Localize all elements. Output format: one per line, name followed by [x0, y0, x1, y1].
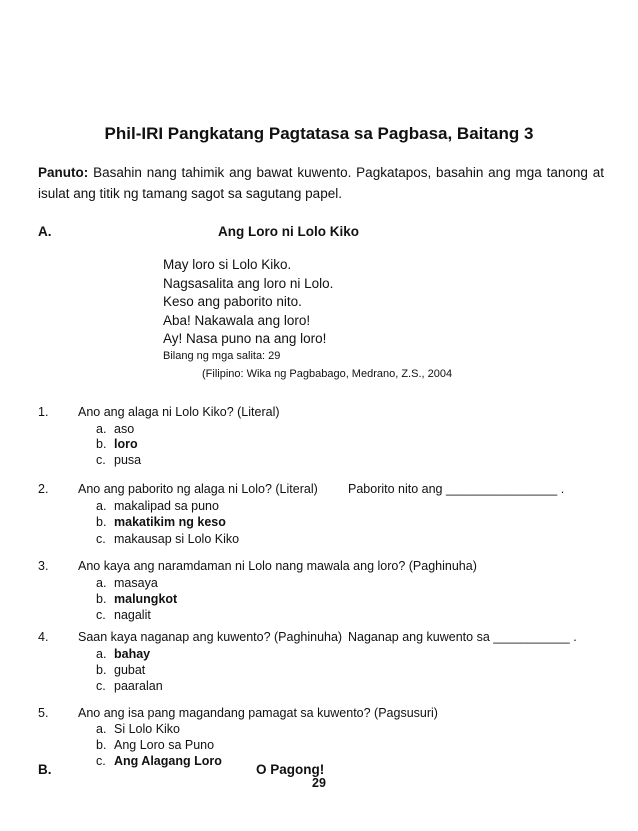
option-text: Ang Alagang Loro: [114, 754, 222, 768]
option-correct: [96, 515, 226, 529]
option-correct: [96, 437, 138, 451]
option-correct: [96, 592, 177, 606]
option: [96, 532, 239, 546]
option-letter: b.: [96, 663, 107, 677]
story-a-title: Ang Loro ni Lolo Kiko: [218, 224, 359, 239]
option-text: nagalit: [114, 608, 151, 622]
option-text: makalipad sa puno: [114, 499, 219, 513]
story-line: Ay! Nasa puno na ang loro!: [163, 331, 327, 346]
option-letter: a.: [96, 647, 107, 661]
option-text: aso: [114, 422, 135, 436]
option: [96, 663, 145, 677]
option-letter: b.: [96, 738, 107, 752]
option-text: pusa: [114, 453, 142, 467]
option-text: Si Lolo Kiko: [114, 722, 181, 736]
story-line: May loro si Lolo Kiko.: [163, 257, 292, 272]
option-text: malungkot: [114, 592, 178, 606]
option-text: makausap si Lolo Kiko: [114, 532, 240, 546]
question-number: 2.: [38, 482, 49, 496]
option: [96, 422, 134, 436]
option-letter: b.: [96, 515, 107, 529]
instructions: [38, 162, 604, 204]
option-correct: [96, 647, 150, 661]
option: [96, 608, 151, 622]
option-correct: [96, 754, 222, 768]
option-letter: c.: [96, 532, 106, 546]
option: [96, 499, 219, 513]
story-b-title: O Pagong!: [256, 762, 325, 777]
option-letter: c.: [96, 608, 106, 622]
option-text: Ang Loro sa Puno: [114, 738, 215, 752]
option-letter: b.: [96, 592, 107, 606]
option-letter: c.: [96, 453, 106, 467]
question-number: 1.: [38, 405, 49, 419]
question-text: Ano kaya ang naramdaman ni Lolo nang mawala ang loro? (Paghinuha): [78, 559, 477, 573]
instructions-text: Basahin nang tahimik ang bawat kuwento. Pagkatapos, basahin ang mga tanong at isulat ang titik ng tamang sagot sa sagutang papel.: [38, 165, 604, 201]
question-text: Ano ang alaga ni Lolo Kiko? (Literal): [78, 405, 280, 419]
question-text: Saan kaya naganap ang kuwento? (Paghinuha): [78, 630, 343, 644]
option: [96, 738, 214, 752]
option-letter: c.: [96, 754, 106, 768]
question-text: Ano ang isa pang magandang pamagat sa kuwento? (Pagsusuri): [78, 706, 438, 720]
option-text: gubat: [114, 663, 146, 677]
question-number: 4.: [38, 630, 49, 644]
section-a-letter: A.: [38, 224, 52, 239]
story-line: Aba! Nakawala ang loro!: [163, 312, 311, 328]
option-letter: a.: [96, 576, 107, 590]
option-text: bahay: [114, 647, 151, 661]
option-letter: a.: [96, 422, 107, 436]
story-line: Keso ang paborito nito.: [163, 294, 302, 309]
option-letter: c.: [96, 679, 106, 693]
option-letter: a.: [96, 722, 107, 736]
option-letter: a.: [96, 499, 107, 513]
question-text: Ano ang paborito ng alaga ni Lolo? (Literal): [78, 482, 318, 496]
question-number: 3.: [38, 559, 49, 573]
option-text: makatikim ng keso: [114, 515, 226, 529]
story-line: Nagsasalita ang loro ni Lolo.: [163, 275, 334, 291]
option-text: masaya: [114, 576, 158, 590]
page-number: 29: [312, 776, 326, 790]
option-text: loro: [114, 437, 138, 451]
word-count: Bilang ng mga salita: 29: [163, 350, 281, 362]
option: [96, 576, 158, 590]
instructions-label: Panuto:: [38, 165, 89, 180]
option-text: paaralan: [114, 679, 163, 693]
option: [96, 722, 180, 736]
source-citation: (Filipino: Wika ng Pagbabago, Medrano, Z.S., 2004: [202, 368, 453, 380]
answer-line: Naganap ang kuwento sa ___________ .: [348, 630, 577, 644]
page-title: Phil-IRI Pangkatang Pagtatasa sa Pagbasa, Baitang 3: [104, 124, 534, 143]
question-number: 5.: [38, 706, 49, 720]
option-letter: b.: [96, 437, 107, 451]
story-a-text: [163, 256, 333, 349]
option: [96, 679, 163, 693]
section-b-letter: B.: [38, 762, 52, 777]
option: [96, 453, 141, 467]
answer-line: Paborito nito ang ________________ .: [348, 482, 565, 496]
